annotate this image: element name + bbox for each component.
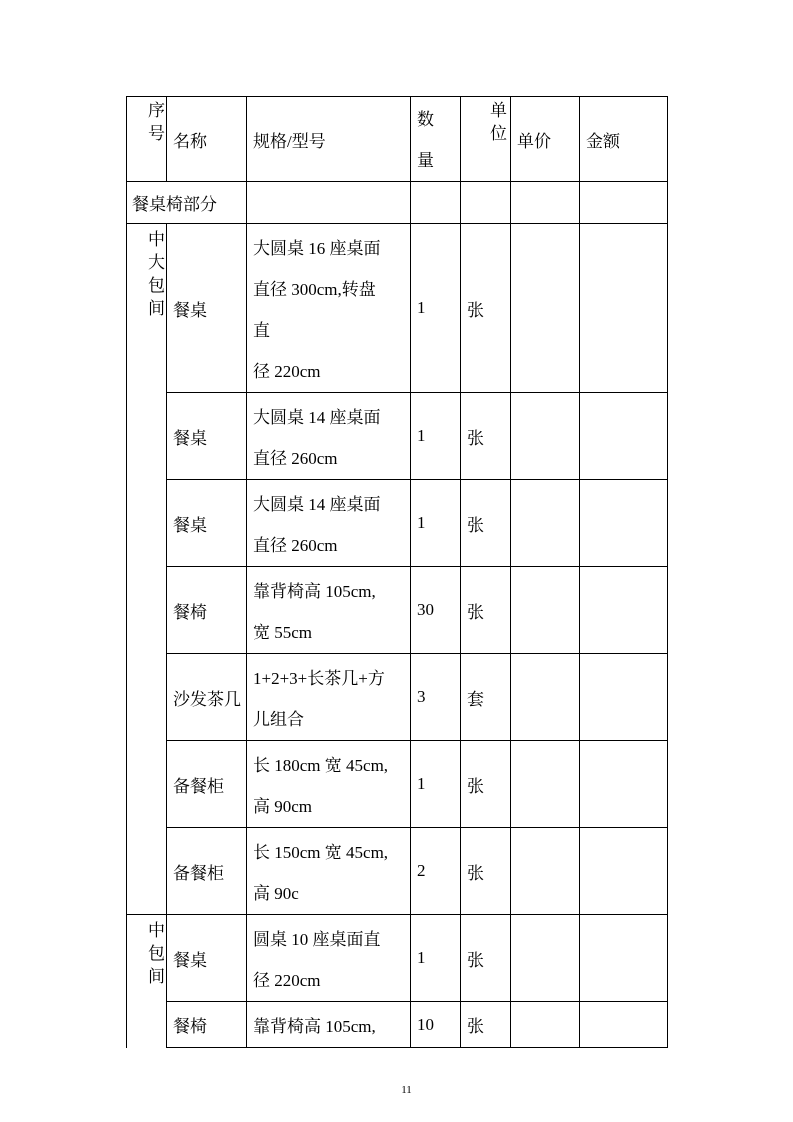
item-price <box>511 654 580 741</box>
item-qty: 1 <box>411 915 461 1002</box>
table-row <box>127 741 668 828</box>
spec-line: 儿组合 <box>253 710 304 729</box>
item-price <box>511 915 580 1002</box>
item-unit: 张 <box>461 567 511 654</box>
item-price <box>511 567 580 654</box>
item-price <box>511 480 580 567</box>
spec-line: 径 220cm <box>253 971 321 990</box>
table-row <box>127 480 668 567</box>
item-price <box>511 741 580 828</box>
item-qty: 1 <box>411 393 461 480</box>
page-number: 11 <box>401 1084 412 1096</box>
item-amount <box>580 1002 668 1048</box>
item-name: 餐椅 <box>167 567 247 654</box>
item-unit: 张 <box>461 480 511 567</box>
item-name: 餐椅 <box>167 1002 247 1048</box>
item-qty: 1 <box>411 741 461 828</box>
table-row <box>127 567 668 654</box>
item-qty: 10 <box>411 1002 461 1048</box>
item-name: 餐桌 <box>167 393 247 480</box>
spec-line: 大圆桌 16 座桌面 <box>253 239 381 258</box>
item-price <box>511 393 580 480</box>
item-qty: 1 <box>411 224 461 393</box>
item-unit: 张 <box>461 828 511 915</box>
item-unit: 张 <box>461 741 511 828</box>
item-spec <box>247 915 411 1002</box>
spec-line: 高 90cm <box>253 797 313 816</box>
spec-line: 直 <box>253 321 270 340</box>
header-price: 单价 <box>511 97 580 182</box>
header-amount: 金额 <box>580 97 668 182</box>
section-row <box>127 182 668 224</box>
spec-line: 直径 260cm <box>253 449 338 468</box>
spec-line: 径 220cm <box>253 362 321 381</box>
item-amount <box>580 828 668 915</box>
item-spec <box>247 393 411 480</box>
header-seq: 序号 <box>127 97 167 182</box>
group-label: 中包间 <box>127 915 167 1048</box>
item-name: 备餐柜 <box>167 741 247 828</box>
spec-line: 高 90c <box>253 884 299 903</box>
spec-line: 1+2+3+长茶几+方 <box>253 669 385 688</box>
item-spec <box>247 741 411 828</box>
header-name: 名称 <box>167 97 247 182</box>
item-amount <box>580 915 668 1002</box>
item-spec <box>247 224 411 393</box>
item-unit: 张 <box>461 915 511 1002</box>
table-row <box>127 915 668 1002</box>
item-amount <box>580 393 668 480</box>
spec-line: 大圆桌 14 座桌面 <box>253 408 381 427</box>
item-amount <box>580 741 668 828</box>
item-unit: 套 <box>461 654 511 741</box>
item-spec <box>247 828 411 915</box>
item-unit: 张 <box>461 224 511 393</box>
header-qty: 数量 <box>411 97 461 182</box>
item-amount <box>580 224 668 393</box>
item-spec <box>247 480 411 567</box>
spec-line: 直径 260cm <box>253 536 338 555</box>
group-label: 中大包间 <box>127 224 167 915</box>
item-name: 餐桌 <box>167 224 247 393</box>
table-row <box>127 1002 668 1048</box>
item-amount <box>580 480 668 567</box>
spec-line: 圆桌 10 座桌面直 <box>253 930 381 949</box>
item-spec <box>247 654 411 741</box>
item-name: 沙发茶几 <box>167 654 247 741</box>
item-price <box>511 1002 580 1048</box>
item-name: 餐桌 <box>167 915 247 1002</box>
table-row <box>127 828 668 915</box>
table-row <box>127 224 668 393</box>
item-qty: 1 <box>411 480 461 567</box>
item-amount <box>580 567 668 654</box>
table-row <box>127 393 668 480</box>
item-qty: 2 <box>411 828 461 915</box>
item-unit: 张 <box>461 1002 511 1048</box>
item-name: 餐桌 <box>167 480 247 567</box>
section-label: 餐桌椅部分 <box>127 182 247 224</box>
header-spec: 规格/型号 <box>247 97 411 182</box>
furniture-table <box>126 96 668 1048</box>
item-price <box>511 828 580 915</box>
spec-line: 长 150cm 宽 45cm, <box>253 843 389 862</box>
header-row <box>127 97 668 182</box>
item-unit: 张 <box>461 393 511 480</box>
header-unit: 单位 <box>461 97 511 182</box>
spec-line: 靠背椅高 105cm, <box>253 582 376 601</box>
item-spec <box>247 567 411 654</box>
spec-line: 大圆桌 14 座桌面 <box>253 495 381 514</box>
item-price <box>511 224 580 393</box>
spec-line: 直径 300cm,转盘 <box>253 280 376 299</box>
item-spec <box>247 1002 411 1048</box>
spec-line: 长 180cm 宽 45cm, <box>253 756 389 775</box>
spec-line: 宽 55cm <box>253 623 313 642</box>
item-qty: 30 <box>411 567 461 654</box>
table-row <box>127 654 668 741</box>
spec-line: 靠背椅高 105cm, <box>253 1017 376 1036</box>
item-name: 备餐柜 <box>167 828 247 915</box>
item-qty: 3 <box>411 654 461 741</box>
item-amount <box>580 654 668 741</box>
